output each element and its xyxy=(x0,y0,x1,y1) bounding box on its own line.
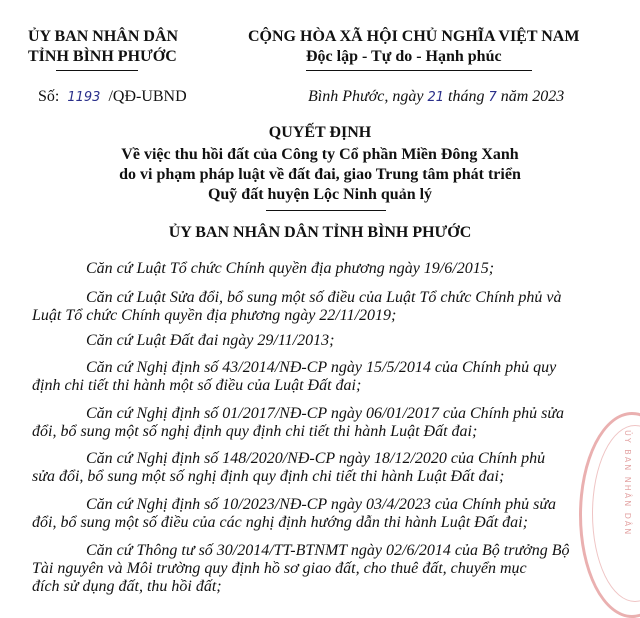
date-year: năm 2023 xyxy=(500,88,565,105)
date-month: 7 xyxy=(488,90,497,105)
basis-line-7: Căn cứ Nghị định số 01/2017/NĐ-CP ngày 06/01/2017 của Chính phủ sửa xyxy=(86,405,565,422)
issuer-name: ỦY BAN NHÂN DÂN xyxy=(28,28,179,45)
decision-subject-line3: Quỹ đất huyện Lộc Ninh quản lý xyxy=(207,186,433,203)
basis-line-6: định chi tiết thi hành một số điều của Luật Đất đai; xyxy=(32,377,362,394)
issuer-underline xyxy=(56,70,138,71)
date-place: Bình Phước, ngày xyxy=(308,88,424,105)
decision-heading: QUYẾT ĐỊNH xyxy=(268,124,372,141)
basis-line-1: Căn cứ Luật Tổ chức Chính quyền địa phương ngày 19/6/2015; xyxy=(86,260,495,277)
date-day: 21 xyxy=(427,90,445,105)
document-date xyxy=(308,88,564,106)
basis-line-11: Căn cứ Nghị định số 10/2023/NĐ-CP ngày 03/4/2023 của Chính phủ sửa xyxy=(86,496,557,513)
issuing-authority: ỦY BAN NHÂN DÂN TỈNH BÌNH PHƯỚC xyxy=(168,224,472,241)
decision-subject-line1: Về việc thu hồi đất của Công ty Cổ phần Miền Đông Xanh xyxy=(121,146,519,163)
national-title: CỘNG HÒA XÃ HỘI CHỦ NGHĨA VIỆT NAM xyxy=(248,28,580,45)
basis-line-15: đích sử dụng đất, thu hồi đất; xyxy=(32,578,222,595)
basis-line-2: Căn cứ Luật Sửa đổi, bổ sung một số điều của Luật Tổ chức Chính phủ và xyxy=(86,289,562,306)
basis-line-13: Căn cứ Thông tư số 30/2014/TT-BTNMT ngày 02/6/2014 của Bộ trưởng Bộ xyxy=(86,542,570,559)
date-month-label: tháng xyxy=(448,88,485,105)
basis-line-14: Tài nguyên và Môi trường quy định hồ sơ giao đất, cho thuê đất, chuyển mục xyxy=(32,560,527,577)
motto-underline xyxy=(306,70,532,71)
basis-line-10: sửa đổi, bổ sung một số nghị định quy định chi tiết thi hành Luật Đất đai; xyxy=(32,468,505,485)
number-prefix: Số: xyxy=(38,88,60,105)
basis-line-8: đổi, bổ sung một số nghị định quy định chi tiết thi hành Luật Đất đai; xyxy=(32,423,478,440)
number-suffix: /QĐ-UBND xyxy=(108,88,187,105)
title-underline xyxy=(266,210,386,211)
decision-subject-line2: do vi phạm pháp luật về đất đai, giao Trung tâm phát triển xyxy=(119,166,521,183)
national-motto: Độc lập - Tự do - Hạnh phúc xyxy=(306,48,502,65)
basis-line-3: Luật Tổ chức Chính quyền địa phương ngày 22/11/2019; xyxy=(32,307,397,324)
official-seal-text: ỦY BAN NHÂN DÂN xyxy=(623,430,632,537)
basis-line-5: Căn cứ Nghị định số 43/2014/NĐ-CP ngày 15/5/2014 của Chính phủ quy xyxy=(86,359,557,376)
basis-line-4: Căn cứ Luật Đất đai ngày 29/11/2013; xyxy=(86,332,335,349)
number-handwritten: 1193 xyxy=(67,90,101,105)
issuer-province: TỈNH BÌNH PHƯỚC xyxy=(28,48,177,65)
document-number xyxy=(38,88,187,106)
basis-line-12: đổi, bổ sung một số điều của các nghị định hướng dẫn thi hành Luật Đất đai; xyxy=(32,514,528,531)
basis-line-9: Căn cứ Nghị định số 148/2020/NĐ-CP ngày 18/12/2020 của Chính phủ xyxy=(86,450,546,467)
